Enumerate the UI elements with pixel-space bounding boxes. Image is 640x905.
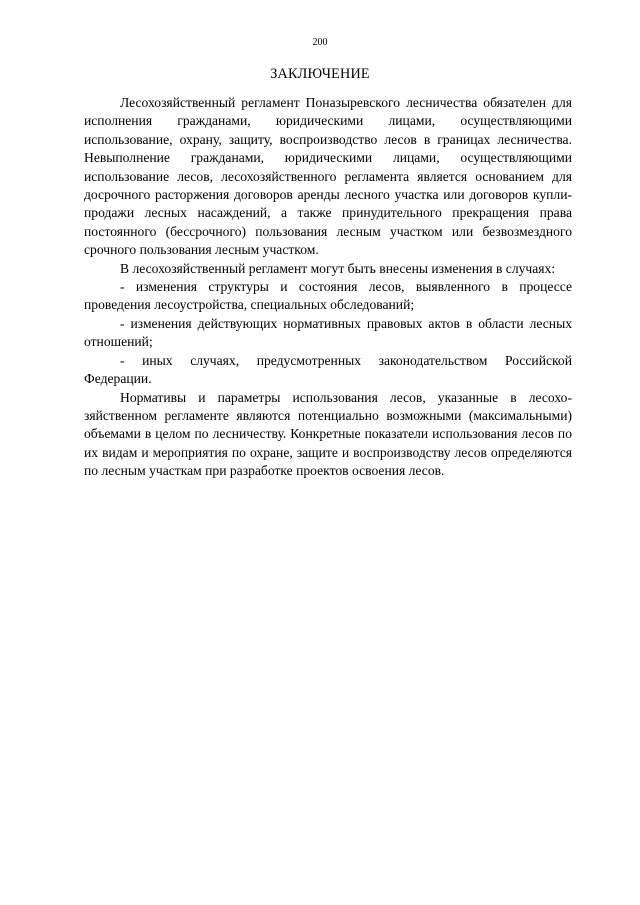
page-title: ЗАКЛЮЧЕНИЕ xyxy=(270,66,370,82)
list-item-legal-acts: - изменения действующих нормативных правовых актов в области лесных отношений; xyxy=(84,315,572,350)
paragraph-usage-norms: Нормативы и параметры использования лесов, указанные в лесохозяйственном регламенте являются потенциально возможными (максимальными) объемами в целом по лесничеству. Конкретные показатели использования лесов по их видам и мероприятия по охране, защите и воспроизводству лесов определяются по лесным участкам при разработке проектов освоения лесов. xyxy=(84,389,572,479)
list-item-other-cases: - иных случаях, предусмотренных законодательством Российской Федерации. xyxy=(84,352,572,387)
paragraph-amendment-cases: В лесохозяйственный регламент могут быть внесены изменения в случаях: xyxy=(120,260,556,276)
paragraph-regulation-obligation: Лесохозяйственный регламент Поназыревского лесничества обязателен для исполнения гражданами, юридическими лицами, осуществляющими использование, охрану, защиту, воспроизводство лесов в границах лесничества. Невыполнение гражданами, юридическими лицами, осуществляющими использование лесов, лесохозяйственного регламента является основанием для досрочного расторжения договоров аренды лесного участка или договоров купли-продажи лесных насаждений, а также принудительного прекращения права постоянного (бессрочного) пользования лесным участком или безвозмездного срочного пользования лесным участком. xyxy=(84,95,572,258)
page-number: 200 xyxy=(312,37,328,48)
list-item-forest-structure: - изменения структуры и состояния лесов, выявленного в процессе проведения лесоустройства, специальных обследований; xyxy=(84,279,572,313)
document-body xyxy=(84,94,572,481)
